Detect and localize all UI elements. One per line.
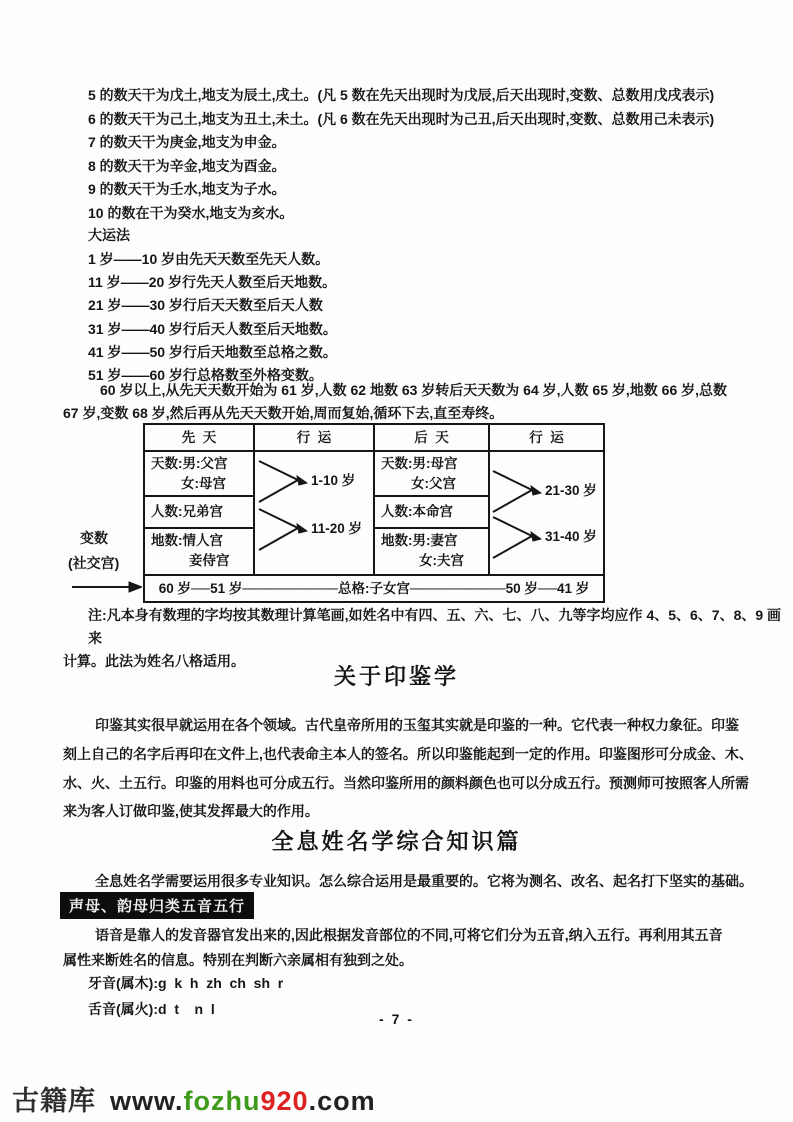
inverse-subheading-tag: 声母、韵母归类五音五行 [60, 892, 254, 919]
text-line: 属性来断姓名的信息。特别在判断六亲属相有独到之处。 [63, 952, 413, 968]
table-header-xingyun-left: 行 运 [255, 425, 375, 452]
table-cell-xingyun-right [490, 452, 603, 574]
text-line: 10 的数在干为癸水,地支为亥水。 [88, 204, 294, 221]
arrow-group [258, 458, 355, 504]
table-cell-line: 天数:男:父宫 [151, 456, 228, 471]
arrow-group [492, 514, 597, 560]
wuxing-number-list [88, 84, 714, 225]
text-line: 1 岁——10 岁由先天天数至先天人数。 [88, 251, 330, 267]
table-header-houtian: 后 天 [375, 425, 490, 452]
table-cell-houtian-tianshu [375, 452, 490, 497]
text-line: 印鉴其实很早就运用在各个领域。古代皇帝所用的玉玺其实就是印鉴的一种。它代表一种权力象征。印鉴 [95, 717, 739, 733]
table-cell-line: 女:母宫 [181, 476, 226, 491]
holo-section-heading: 全息姓名学综合知识篇 [271, 829, 522, 854]
table-cell-line: 地数:男:妻宫 [381, 533, 458, 548]
right-arrow-icon [72, 580, 142, 594]
table-bottom-row: 60 岁──51 岁──────────总格:子女宫──────────50 岁──41 岁 [145, 574, 603, 601]
watermark-site-name: 古籍库 [12, 1086, 96, 1116]
table-cell-line: 女:父宫 [411, 476, 456, 491]
chevron-arrow-icon [258, 458, 308, 504]
watermark-920: 920 [260, 1086, 309, 1116]
text-line: 67 岁,变数 68 岁,然后再从先天天数开始,周而复始,循环下去,直至寿终。 [63, 405, 504, 421]
text-line: 注:凡本身有数理的字均按其数理计算笔画,如姓名中有四、五、六、七、八、九等字均应作 4、5、6、7、8、9 画来 [88, 607, 782, 646]
text-line: 51 岁——60 岁行总格数至外格变数。 [88, 367, 323, 384]
arrow-group [492, 468, 597, 514]
dayun-age-list [88, 248, 337, 387]
text-line: 60 岁以上,从先天天数开始为 61 岁,人数 62 地数 63 岁转后天天数为 64 岁,人数 65 岁,地数 66 岁,总数 [100, 382, 728, 398]
table-cell-houtian-renshu [375, 497, 490, 529]
speech-paragraph [63, 923, 723, 973]
age-range-label: 11-20 岁 [311, 521, 363, 536]
chevron-arrow-icon [492, 468, 542, 514]
text-line: 计算。此法为姓名八格适用。 [63, 653, 245, 669]
side-label-bianshu: 变数 [80, 530, 108, 546]
side-label-shejiaogong: (社交宫) [68, 555, 120, 571]
dayun-section-title: 大运法 [88, 227, 130, 243]
age-range-label: 21-30 岁 [545, 483, 597, 498]
table-cell-houtian-dishu [375, 529, 490, 574]
chevron-arrow-icon [258, 506, 308, 552]
text-line: 水、火、土五行。印鉴的用料也可分成五行。当然印鉴所用的颜料颜色也可以分成五行。预测师可按照客人所需 [63, 774, 749, 791]
text-line: 5 的数天干为戊土,地支为辰土,戌土。(凡 5 数在先天出现时为戊辰,后天出现时,变数、总数用戊戌表示) [88, 87, 715, 103]
text-line: 6 的数天干为己土,地支为丑土,未土。(凡 6 数在先天出现时为己丑,后天出现时,变数、总数用己未表示) [88, 110, 715, 127]
table-cell-xiantian-dishu [145, 529, 255, 574]
age-range-label: 31-40 岁 [545, 529, 597, 544]
text-line: 语音是靠人的发音器官发出来的,因此根据发音部位的不同,可将它们分为五音,纳入五行。再利用其五音 [95, 927, 723, 943]
table-cell-line: 女:夫宫 [419, 553, 464, 568]
table-cell-line: 地数:情人宫 [151, 533, 223, 548]
watermark-com: .com [308, 1086, 376, 1116]
table-cell-xiantian-tianshu [145, 452, 255, 497]
watermark-www: www. [110, 1086, 184, 1116]
text-line: 来为客人订做印鉴,使其发挥最大的作用。 [63, 803, 319, 820]
text-line: 刻上自己的名字后再印在文件上,也代表命主本人的签名。所以印鉴能起到一定的作用。印鉴图形可分成金、木、 [63, 745, 753, 762]
age-range-label: 1-10 岁 [311, 473, 356, 488]
dayun-palace-table [143, 423, 605, 603]
text-line: 7 的数天干为庚金,地支为申金。 [88, 134, 286, 150]
seal-paragraph [63, 711, 753, 826]
holo-intro-paragraph [63, 871, 753, 891]
text-line: 21 岁——30 岁行后天天数至后天人数 [88, 297, 323, 314]
table-cell-xingyun-left [255, 452, 375, 574]
text-line: 全息姓名学需要运用很多专业知识。怎么综合运用是最重要的。它将为测名、改名、起名打下坚实的基础。 [95, 873, 753, 889]
text-line: 11 岁——20 岁行先天人数至后天地数。 [88, 274, 337, 291]
table-cell-line: 妾侍宫 [189, 553, 230, 568]
text-line: 9 的数天干为壬水,地支为子水。 [88, 181, 286, 197]
text-line: 31 岁——40 岁行后天人数至后天地数。 [88, 320, 337, 337]
ya-sound-line: 牙音(属木):g k h zh ch sh r [88, 975, 284, 991]
text-line: 41 岁——50 岁行后天地数至总格之数。 [88, 343, 337, 360]
page-number: - 7 - [379, 1011, 414, 1027]
table-cell-line: 人数:本命宫 [381, 504, 453, 519]
arrow-group [258, 506, 362, 552]
table-cell-line: 天数:男:母宫 [381, 456, 458, 471]
chevron-arrow-icon [492, 514, 542, 560]
she-sound-line: 舌音(属火):d t n l [88, 1001, 215, 1017]
seal-section-heading: 关于印鉴学 [333, 664, 459, 689]
text-line: 8 的数天干为辛金,地支为酉金。 [88, 157, 286, 174]
table-header-xiantian: 先 天 [145, 425, 255, 452]
table-header-xingyun-right: 行 运 [490, 425, 603, 452]
table-cell-xiantian-renshu [145, 497, 255, 529]
watermark-fozhu: fozhu [183, 1086, 261, 1116]
watermark [12, 1079, 376, 1118]
over60-paragraph [63, 379, 727, 425]
table-cell-line: 人数:兄弟宫 [151, 504, 223, 519]
